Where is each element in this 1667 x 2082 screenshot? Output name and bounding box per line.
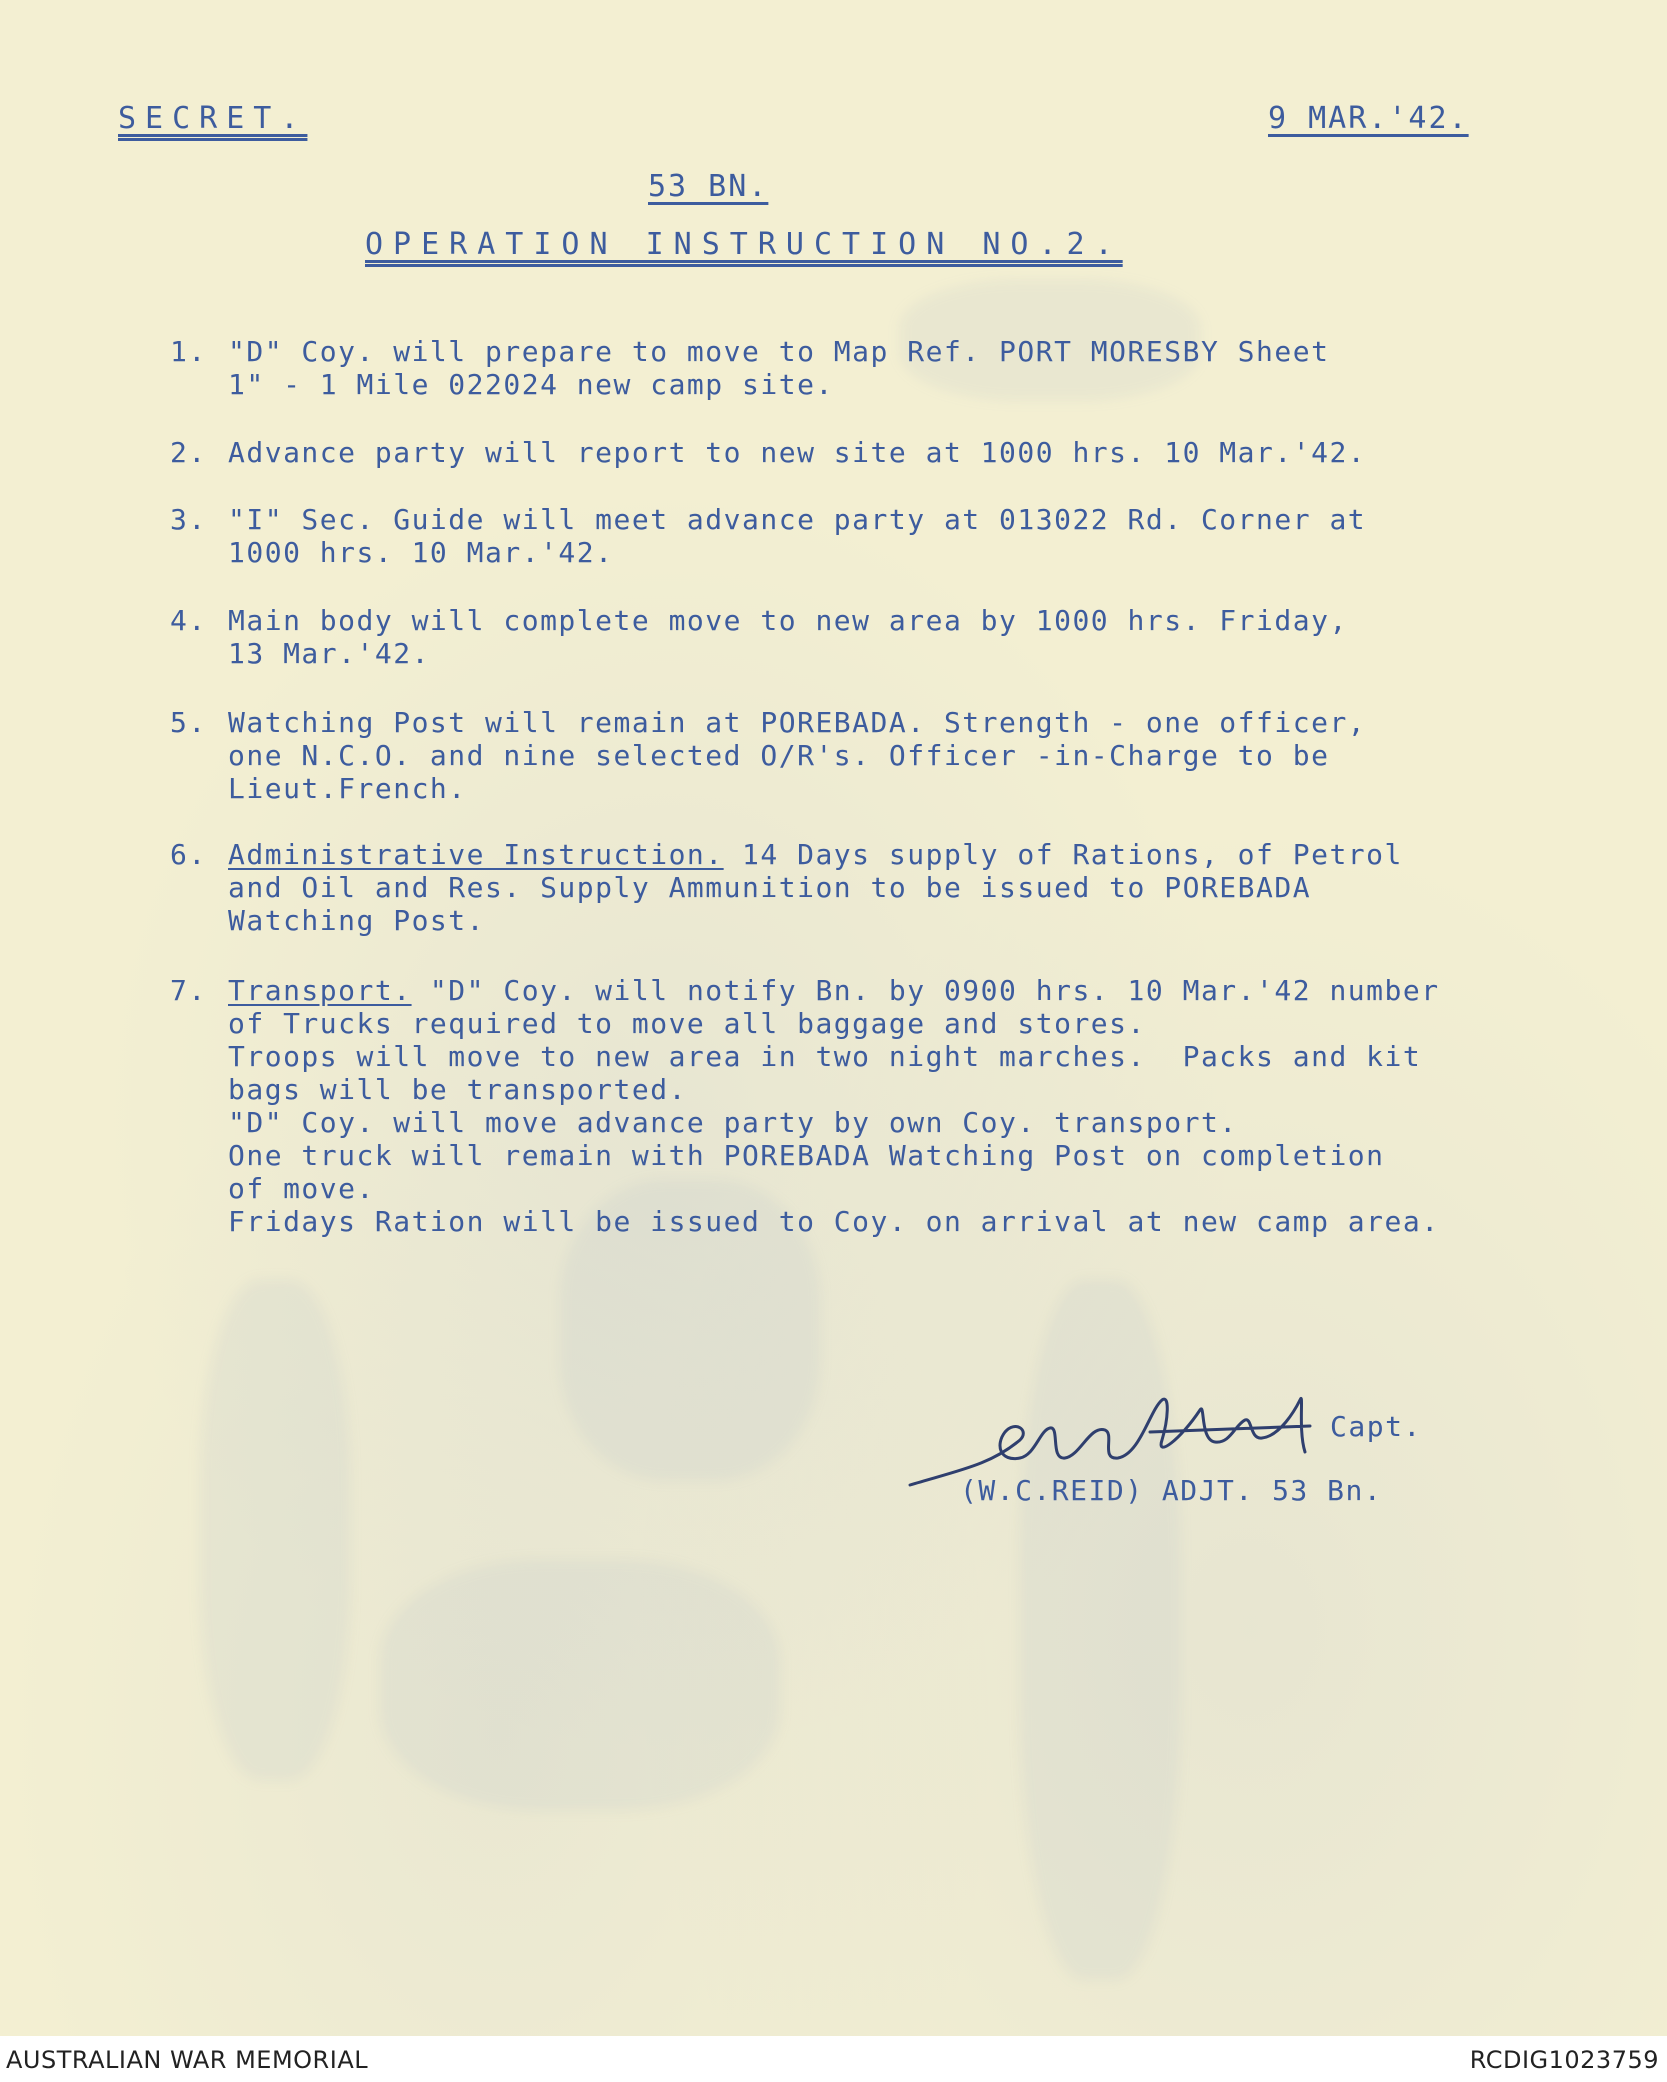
item-text: of Trucks required to move all baggage and stores.: [228, 1007, 1146, 1040]
item-text: Watching Post will remain at POREBADA. Strength - one officer,: [228, 706, 1367, 739]
instruction-item-2: [170, 436, 1570, 469]
item-text: Fridays Ration will be issued to Coy. on arrival at new camp area.: [228, 1205, 1440, 1238]
item-text: 14 Days supply of Rations, of Petrol: [723, 838, 1403, 871]
document-title: OPERATION INSTRUCTION NO.2.: [365, 227, 1123, 262]
item-text: 13 Mar.'42.: [228, 637, 430, 670]
instruction-item-1: [170, 335, 1570, 401]
instruction-item-5: [170, 706, 1570, 805]
bleed-through-mark: [200, 1280, 350, 1780]
signature-block: [900, 1370, 1460, 1507]
item-text: "D" Coy. will move advance party by own Coy. transport.: [228, 1106, 1238, 1139]
item-text: and Oil and Res. Supply Ammunition to be issued to POREBADA: [228, 871, 1312, 904]
signature-name: (W.C.REID) ADJT. 53 Bn.: [960, 1474, 1383, 1507]
item-text: one N.C.O. and nine selected O/R's. Officer -in-Charge to be: [228, 739, 1330, 772]
item-heading: Transport.: [228, 974, 412, 1007]
item-number: 2.: [170, 436, 207, 469]
document-date: 9 MAR.'42.: [1268, 101, 1469, 136]
item-number: 5.: [170, 706, 207, 739]
item-text: "D" Coy. will notify Bn. by 0900 hrs. 10 Mar.'42 number: [411, 974, 1440, 1007]
item-number: 4.: [170, 604, 207, 637]
item-text: One truck will remain with POREBADA Watching Post on completion: [228, 1139, 1385, 1172]
instruction-item-4: [170, 604, 1570, 670]
classification-heading: SECRET.: [118, 101, 308, 136]
instruction-item-6: [170, 838, 1570, 937]
footer-identifier: RCDIG1023759: [1469, 2046, 1659, 2074]
item-number: 6.: [170, 838, 207, 871]
instruction-item-3: [170, 503, 1570, 569]
footer-source: AUSTRALIAN WAR MEMORIAL: [6, 2046, 369, 2074]
item-text: bags will be transported.: [228, 1073, 687, 1106]
item-text: Watching Post.: [228, 904, 486, 937]
item-text: of move.: [228, 1172, 375, 1205]
item-text: "I" Sec. Guide will meet advance party at 013022 Rd. Corner at: [228, 503, 1367, 536]
item-text: 1" - 1 Mile 022024 new camp site.: [228, 368, 834, 401]
item-text: 1000 hrs. 10 Mar.'42.: [228, 536, 614, 569]
item-number: 3.: [170, 503, 207, 536]
footer-bar: [0, 2036, 1667, 2082]
item-number: 1.: [170, 335, 207, 368]
item-text: Lieut.French.: [228, 772, 467, 805]
unit-heading: 53 BN.: [648, 169, 769, 204]
bleed-through-mark: [380, 1560, 780, 1810]
instruction-item-7: [170, 974, 1570, 1238]
item-text: Advance party will report to new site at 1000 hrs. 10 Mar.'42.: [228, 436, 1367, 469]
item-text: "D" Coy. will prepare to move to Map Ref. PORT MORESBY Sheet: [228, 335, 1330, 368]
signature-rank: Capt.: [1330, 1410, 1422, 1443]
item-heading: Administrative Instruction.: [228, 838, 724, 871]
item-number: 7.: [170, 974, 207, 1007]
item-text: Troops will move to new area in two night marches. Packs and kit: [228, 1040, 1422, 1073]
item-text: Main body will complete move to new area by 1000 hrs. Friday,: [228, 604, 1348, 637]
